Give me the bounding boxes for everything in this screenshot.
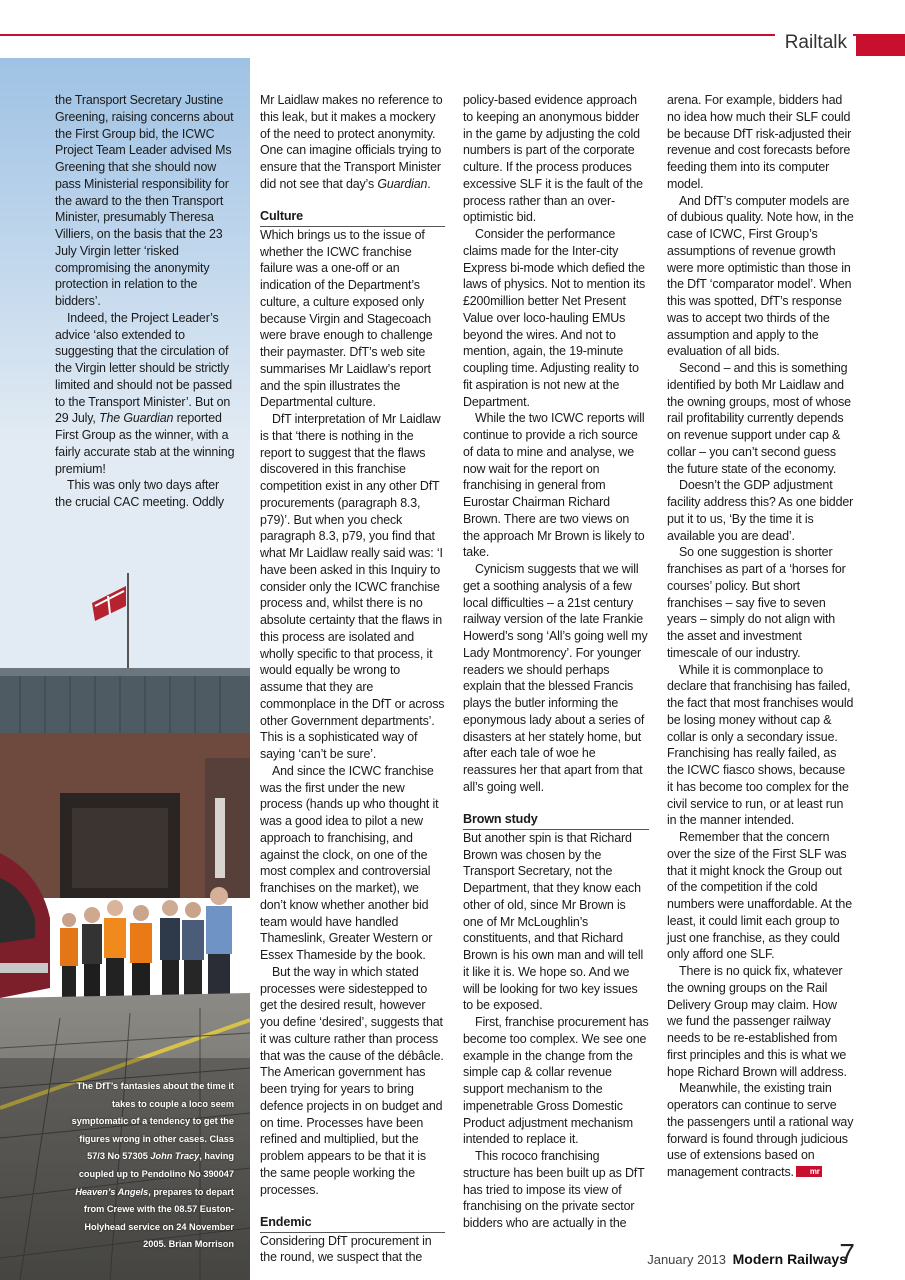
paragraph: arena. For example, bidders had no idea how much their SLF could be because DfT risk-adjusted their revenue and cost forecasts before feeding them into its computer model. <box>667 93 852 191</box>
paragraph: Considering DfT procurement in the round, we suspect that the <box>260 1233 432 1265</box>
paragraph: And DfT’s computer models are of dubious quality. Note how, in the case of ICWC, First Group’s assumptions of revenue growth were more optimistic than those in the DfT ‘comparator model’. When this was spotted, DfT’s response was to accept two thirds of the assumption and apply to the evaluation of all bids. <box>667 193 854 359</box>
header-rule <box>0 34 856 36</box>
paragraph: Meanwhile, the existing train operators can continue to serve the passengers until a rational way forward is found through judicious use of extensions based on management contracts. mr <box>667 1081 854 1179</box>
paragraph: Cynicism suggests that we will get a soothing analysis of a few local difficulties – a 21st century railway version of the late Frankie Howerd’s song ‘All’s going well my Lady Montmorency’. For younger readers we should perhaps explain that the blessed Francis plays the butler informing the eponymous lady about a series of disasters at her stately home, but after each tale of woe he reassures her that apart from that all’s going well. <box>463 562 648 794</box>
paragraph: There is no quick fix, whatever the owning groups on the Rail Delivery Group may claim. How we fund the passenger railway needs to be re-established from first principles and this is what we hope Richard Brown will address. <box>667 964 847 1079</box>
photo-caption: The DfT’s fantasies about the time it takes to couple a loco seem symptomatic of a tendency to get the figures wrong in other cases. Class 57/3 No 57305 John Tracy, having coupled up to Pendolino No 390047 Heaven’s Angels, prepares to depart from Crewe with the 08.57 Euston-Holyhead service on 24 November 2005. Brian Morrison <box>71 1081 234 1250</box>
paragraph: This was only two days after the crucial CAC meeting. Oddly <box>55 478 225 509</box>
paragraph: Indeed, the Project Leader’s advice ‘also extended to suggesting that the circulation of the Virgin letter should be strictly limited and should not be passed to the Transport Minister’. But on 29 July, The Guardian reported First Group as the winner, with a fairly accurate stab at the winning premium! <box>55 310 235 476</box>
subheading-endemic: Endemic <box>260 1215 445 1233</box>
section-color-block <box>856 34 905 56</box>
paragraph: Doesn’t the GDP adjustment facility address this? As one bidder put it to us, ‘By the time it is available you are dead’. <box>667 478 854 543</box>
end-mark-icon: mr <box>796 1166 822 1177</box>
paragraph: the Transport Secretary Justine Greening, raising concerns about the First Group bid, the ICWC Project Team Leader advised Ms Greening that she should now pass Ministerial responsibility for the award to the then Transport Minister, presumably Theresa Villiers, on the basis that the 23 July Virgin letter ‘risked compromising the anonymity protection in relation to the bidders’. <box>55 93 234 308</box>
paragraph: But another spin is that Richard Brown was chosen by the Transport Secretary, not the Department, that they know each other of old, since Mr Brown is one of Mr McLoughlin’s constituents, and that Richard Brown is his own man and will tell it like it is. We hope so. And we will be looking for two key issues to be exposed. <box>463 830 644 1013</box>
magazine-title: Modern Railways <box>732 1251 847 1267</box>
paragraph: Consider the performance claims made for the Inter-city Express bi-mode which defied the laws of physics. Not to mention its £200million better Net Present Value over loco-hauling EMUs beyond the wires. And not to mention, again, the 19-minute coupling time. Adjusting reality to fit aspiration is not new at the Department. <box>463 227 646 409</box>
page-footer <box>647 1251 847 1267</box>
paragraph: And since the ICWC franchise was the first under the new process (hands up who thought it was a good idea to pilot a new approach to franchising, and against the clock, on one of the most complex and controversial franchises on the market), we don’t know whether another bid team would have handled Thameslink, Greater Western or Essex Thameside by the book. <box>260 763 439 962</box>
paragraph: First, franchise procurement has become too complex. We see one example in the change from the simple cap & collar revenue support mechanism to the impenetrable Gross Domestic Product adjustment mechanism intended to replace it. <box>463 1015 649 1147</box>
paragraph: While the two ICWC reports will continue to provide a rich source of data to mine and analyse, we now wait for the report on franchising in general from Eurostar Chairman Richard Brown. There are two views on the approach Mr Brown is likely to take. <box>463 411 645 560</box>
subheading-brown-study: Brown study <box>463 812 649 830</box>
paragraph: Second – and this is something identified by both Mr Laidlaw and the owning groups, most of whose rail profitability currently depends on revenue support under cap & collar – you can’t second guess the future state of the economy. <box>667 361 851 476</box>
article-column-3 <box>463 92 649 1232</box>
paragraph: But the way in which stated processes were sidestepped to get the desired result, however you define ‘desired’, suggests that it was culture rather than process that was the cause of the débâcle. The American government has been trying for years to bring defence projects in on budget and on time. Processes have been refined and multiplied, but the problem appears to be that it is the same people working the processes. <box>260 964 444 1197</box>
issue-date: January 2013 <box>647 1252 726 1267</box>
paragraph: So one suggestion is shorter franchises as part of a ‘horses for courses’ policy. But short franchises – say five to seven years – simply do not align with the asset and investment timescale of our industry. <box>667 545 846 660</box>
paragraph: This rococo franchising structure has been built up as DfT has tried to impose its view of franchising on the private sector bidders who are actually in the <box>463 1149 645 1230</box>
paragraph: Remember that the concern over the size of the First SLF was that it might knock the Group out of the competition if the cold numbers were unaffordable. At the least, it could limit each group to just one franchise, as they could only afford one SLF. <box>667 830 852 962</box>
paragraph: Mr Laidlaw makes no reference to this leak, but it makes a mockery of the need to protect anonymity. One can imagine officials trying to ensure that the Transport Minister did not see that day’s Guardian. <box>260 93 443 191</box>
paragraph: Which brings us to the issue of whether the ICWC franchise failure was a one-off or an indication of the Department’s culture, a culture exposed only because Virgin and Stagecoach were brave enough to challenge their paymaster. DfT’s web site summarises Mr Laidlaw’s report and the spin illustrates the Departmental culture. <box>260 227 433 410</box>
section-label: Railtalk <box>775 30 853 56</box>
paragraph: policy-based evidence approach to keeping an anonymous bidder in the game by adjusting the cold numbers is part of the corporate culture. If the process produces excessive SLF it is the fault of the process rather than an over-optimistic bid. <box>463 93 643 225</box>
page-number: 7 <box>839 1238 855 1269</box>
paragraph: While it is commonplace to declare that franchising has failed, the fact that most franchises would be losing money without cap & collar is only a secondary issue. Franchising has really failed, as the ICWC fiasco shows, because it has become too complex for the civil service to run, or at least run in the manner intended. <box>667 662 854 828</box>
article-column-1 <box>55 92 238 511</box>
article-column-4 <box>667 92 854 1181</box>
subheading-culture: Culture <box>260 209 445 227</box>
paragraph: DfT interpretation of Mr Laidlaw is that ‘there is nothing in the report to suggest that the flaws discovered in this franchise competition exist in any other DfT procurements (paragraph 8.3, p79)’. But when you check paragraph 8.3, p79, you find that what Mr Laidlaw really said was: ‘I have been asked in this Inquiry to consider only the ICWC franchise process and, whilst there is no absolute certainty that the flaws in this process are isolated and wholly specific to that process, it would equally be wrong to assume that they are commonplace in the DfT or across other Government departments’. This is a sophisticated way of saying ‘can’t be sure’. <box>260 412 445 761</box>
article-column-2 <box>260 92 445 1266</box>
